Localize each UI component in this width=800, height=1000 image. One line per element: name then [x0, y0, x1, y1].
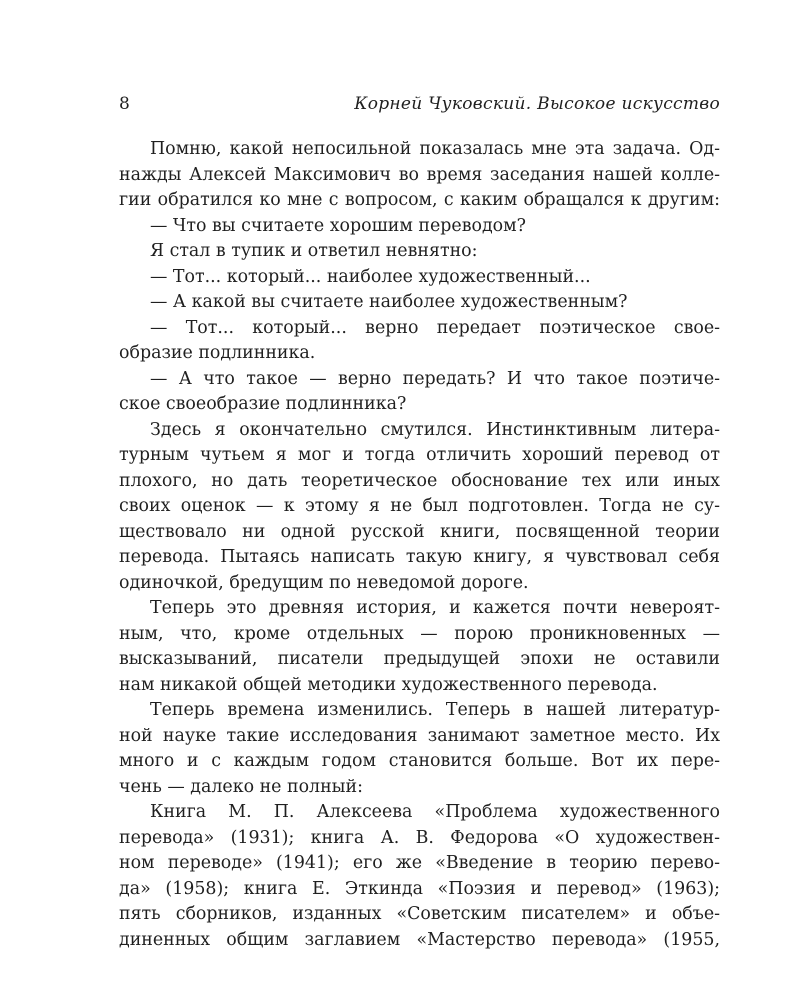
text-line: — А какой вы считаете наиболее художественным? [150, 292, 628, 312]
running-title: Корней Чуковский. Высокое искусство [354, 94, 720, 114]
text-line: ном переводе» (1941); его же «Введение в теорию перево- [119, 853, 720, 873]
text-line: плохого, но дать теоретическое обоснование тех или иных [119, 470, 720, 491]
text-line: перевода» (1931); книга А. В. Федорова «О художествен- [119, 827, 720, 848]
text-line: Здесь я окончательно смутился. Инстинктивным литера- [150, 419, 720, 440]
text-line: ной науке такие исследования занимают заметное место. Их [119, 725, 720, 746]
text-line: нам никакой общей методики художественного перевода. [119, 674, 658, 695]
text-line: — Тот... который... наиболее художественный... [150, 266, 591, 287]
text-line: — Что вы считаете хорошим переводом? [150, 215, 526, 236]
text-line: высказываний, писатели предыдущей эпохи не оставили [119, 649, 720, 669]
text-line: — А что такое — верно передать? И что такое поэтиче- [150, 368, 720, 389]
text-line: одиночкой, бредущим по неведомой дороге. [119, 572, 529, 593]
text-line: ществовало ни одной русской книги, посвященной теории [119, 521, 720, 542]
text-line: Теперь времена изменились. Теперь в нашей литератур- [150, 700, 720, 720]
text-line: перевода. Пытаясь написать такую книгу, я чувствовал себя [119, 547, 720, 567]
text-line: ское своеобразие подлинника? [119, 394, 407, 414]
text-line: диненных общим заглавием «Мастерство перевода» (1955, [119, 929, 720, 950]
text-line: нажды Алексей Максимович во время заседания нашей колле- [119, 164, 720, 185]
text-line: Я стал в тупик и ответил невнятно: [150, 241, 478, 261]
text-line: чень — далеко не полный: [119, 776, 363, 797]
text-line: — Тот... который... верно передает поэтическое свое- [150, 317, 720, 338]
text-line: Помню, какой непосильной показалась мне эта задача. Од- [150, 139, 720, 159]
text-line: турным чутьем я мог и тогда отличить хороший перевод от [119, 445, 720, 465]
running-head [119, 94, 720, 118]
text-line: своих оценок — к этому я не был подготовлен. Тогда не су- [119, 496, 720, 516]
text-line: образие подлинника. [119, 343, 316, 363]
text-line: Теперь это древняя история, и кажется почти невероят- [150, 598, 720, 618]
text-line: Книга М. П. Алексеева «Проблема художественного [150, 802, 720, 822]
text-line: много и с каждым годом становится больше. Вот их пере- [119, 751, 720, 771]
page-number: 8 [119, 94, 130, 114]
text-line: пять сборников, изданных «Советским писателем» и объе- [119, 904, 720, 924]
text-line: ным, что, кроме отдельных — порою проникновенных — [119, 623, 720, 644]
text-line: гии обратился ко мне с вопросом, с каким обращался к другим: [119, 190, 720, 210]
text-line: да» (1958); книга Е. Эткинда «Поэзия и перевод» (1963); [119, 878, 720, 899]
body-text [119, 137, 720, 953]
